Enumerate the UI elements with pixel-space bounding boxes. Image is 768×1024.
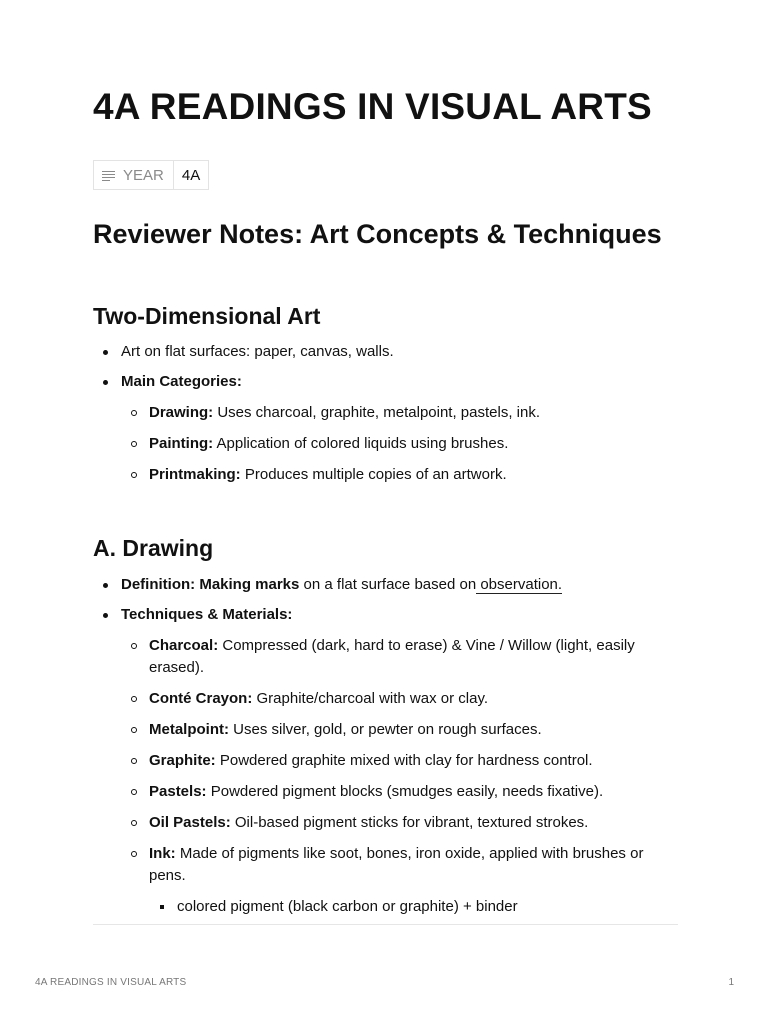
- desc: Powdered pigment blocks (smudges easily, needs fixative).: [210, 783, 604, 800]
- list-item: [93, 574, 678, 596]
- term: Metalpoint:: [149, 721, 229, 738]
- term: Oil Pastels:: [149, 814, 231, 831]
- term: Charcoal:: [149, 637, 219, 654]
- property-year[interactable]: [93, 160, 209, 190]
- term: Graphite:: [149, 752, 216, 769]
- term: Conté Crayon:: [149, 690, 253, 707]
- property-key: [94, 161, 174, 189]
- list-item: [121, 812, 678, 834]
- desc: Powdered graphite mixed with clay for hardness control.: [219, 752, 593, 769]
- desc: Compressed (dark, hard to erase) & Vine / Willow (light, easily erased).: [149, 637, 635, 676]
- desc: Oil-based pigment sticks for vibrant, textured strokes.: [234, 814, 589, 831]
- text-lines-icon: [102, 170, 115, 181]
- list-item-text: Art on flat surfaces: paper, canvas, walls.: [121, 343, 394, 360]
- desc: Uses silver, gold, or pewter on rough surfaces.: [233, 721, 542, 738]
- page-number: 1: [728, 977, 734, 988]
- section-title-two-d: Two-Dimensional Art: [93, 303, 321, 329]
- property-key-label: YEAR: [123, 166, 164, 184]
- divider: [93, 924, 678, 925]
- section-title-drawing: A. Drawing: [93, 535, 214, 561]
- definition-text: on a flat surface based on: [303, 576, 477, 593]
- observation-link[interactable]: observation.: [476, 576, 562, 594]
- categories-label: Main Categories:: [121, 373, 242, 390]
- list-item: [121, 843, 678, 918]
- list-item: [93, 341, 678, 363]
- notes-heading: Reviewer Notes: Art Concepts & Techniques: [93, 219, 662, 249]
- footer-title: 4A READINGS IN VISUAL ARTS: [35, 977, 187, 988]
- term: Ink:: [149, 845, 176, 862]
- list-item: [93, 371, 678, 486]
- term: Pastels:: [149, 783, 207, 800]
- term: Painting:: [149, 435, 214, 452]
- desc: Made of pigments like soot, bones, iron oxide, applied with brushes or pens.: [149, 845, 644, 884]
- term: Printmaking:: [149, 466, 241, 483]
- desc: Produces multiple copies of an artwork.: [244, 466, 507, 483]
- list-item: [121, 781, 678, 803]
- definition-bold: Making marks: [199, 576, 300, 593]
- list-item: [121, 402, 678, 424]
- techniques-label: Techniques & Materials:: [121, 606, 293, 623]
- list-item: [121, 464, 678, 486]
- sub-list-item-text: colored pigment (black carbon or graphite) + binder: [177, 898, 518, 915]
- list-item: [121, 719, 678, 741]
- list-item: [121, 635, 678, 679]
- list-item: [121, 688, 678, 710]
- drawing-list: [93, 574, 678, 927]
- desc: Uses charcoal, graphite, metalpoint, pastels, ink.: [217, 404, 541, 421]
- list-item: [121, 433, 678, 455]
- list-item: [93, 604, 678, 918]
- list-item: [121, 750, 678, 772]
- page-title: 4A READINGS IN VISUAL ARTS: [93, 86, 652, 127]
- sub-list-item: [149, 896, 678, 918]
- property-value[interactable]: 4A: [181, 166, 201, 184]
- desc: Graphite/charcoal with wax or clay.: [256, 690, 488, 707]
- term: Drawing:: [149, 404, 214, 421]
- definition-label: Definition:: [121, 576, 196, 593]
- two-d-list: [93, 341, 678, 495]
- desc: Application of colored liquids using brushes.: [216, 435, 509, 452]
